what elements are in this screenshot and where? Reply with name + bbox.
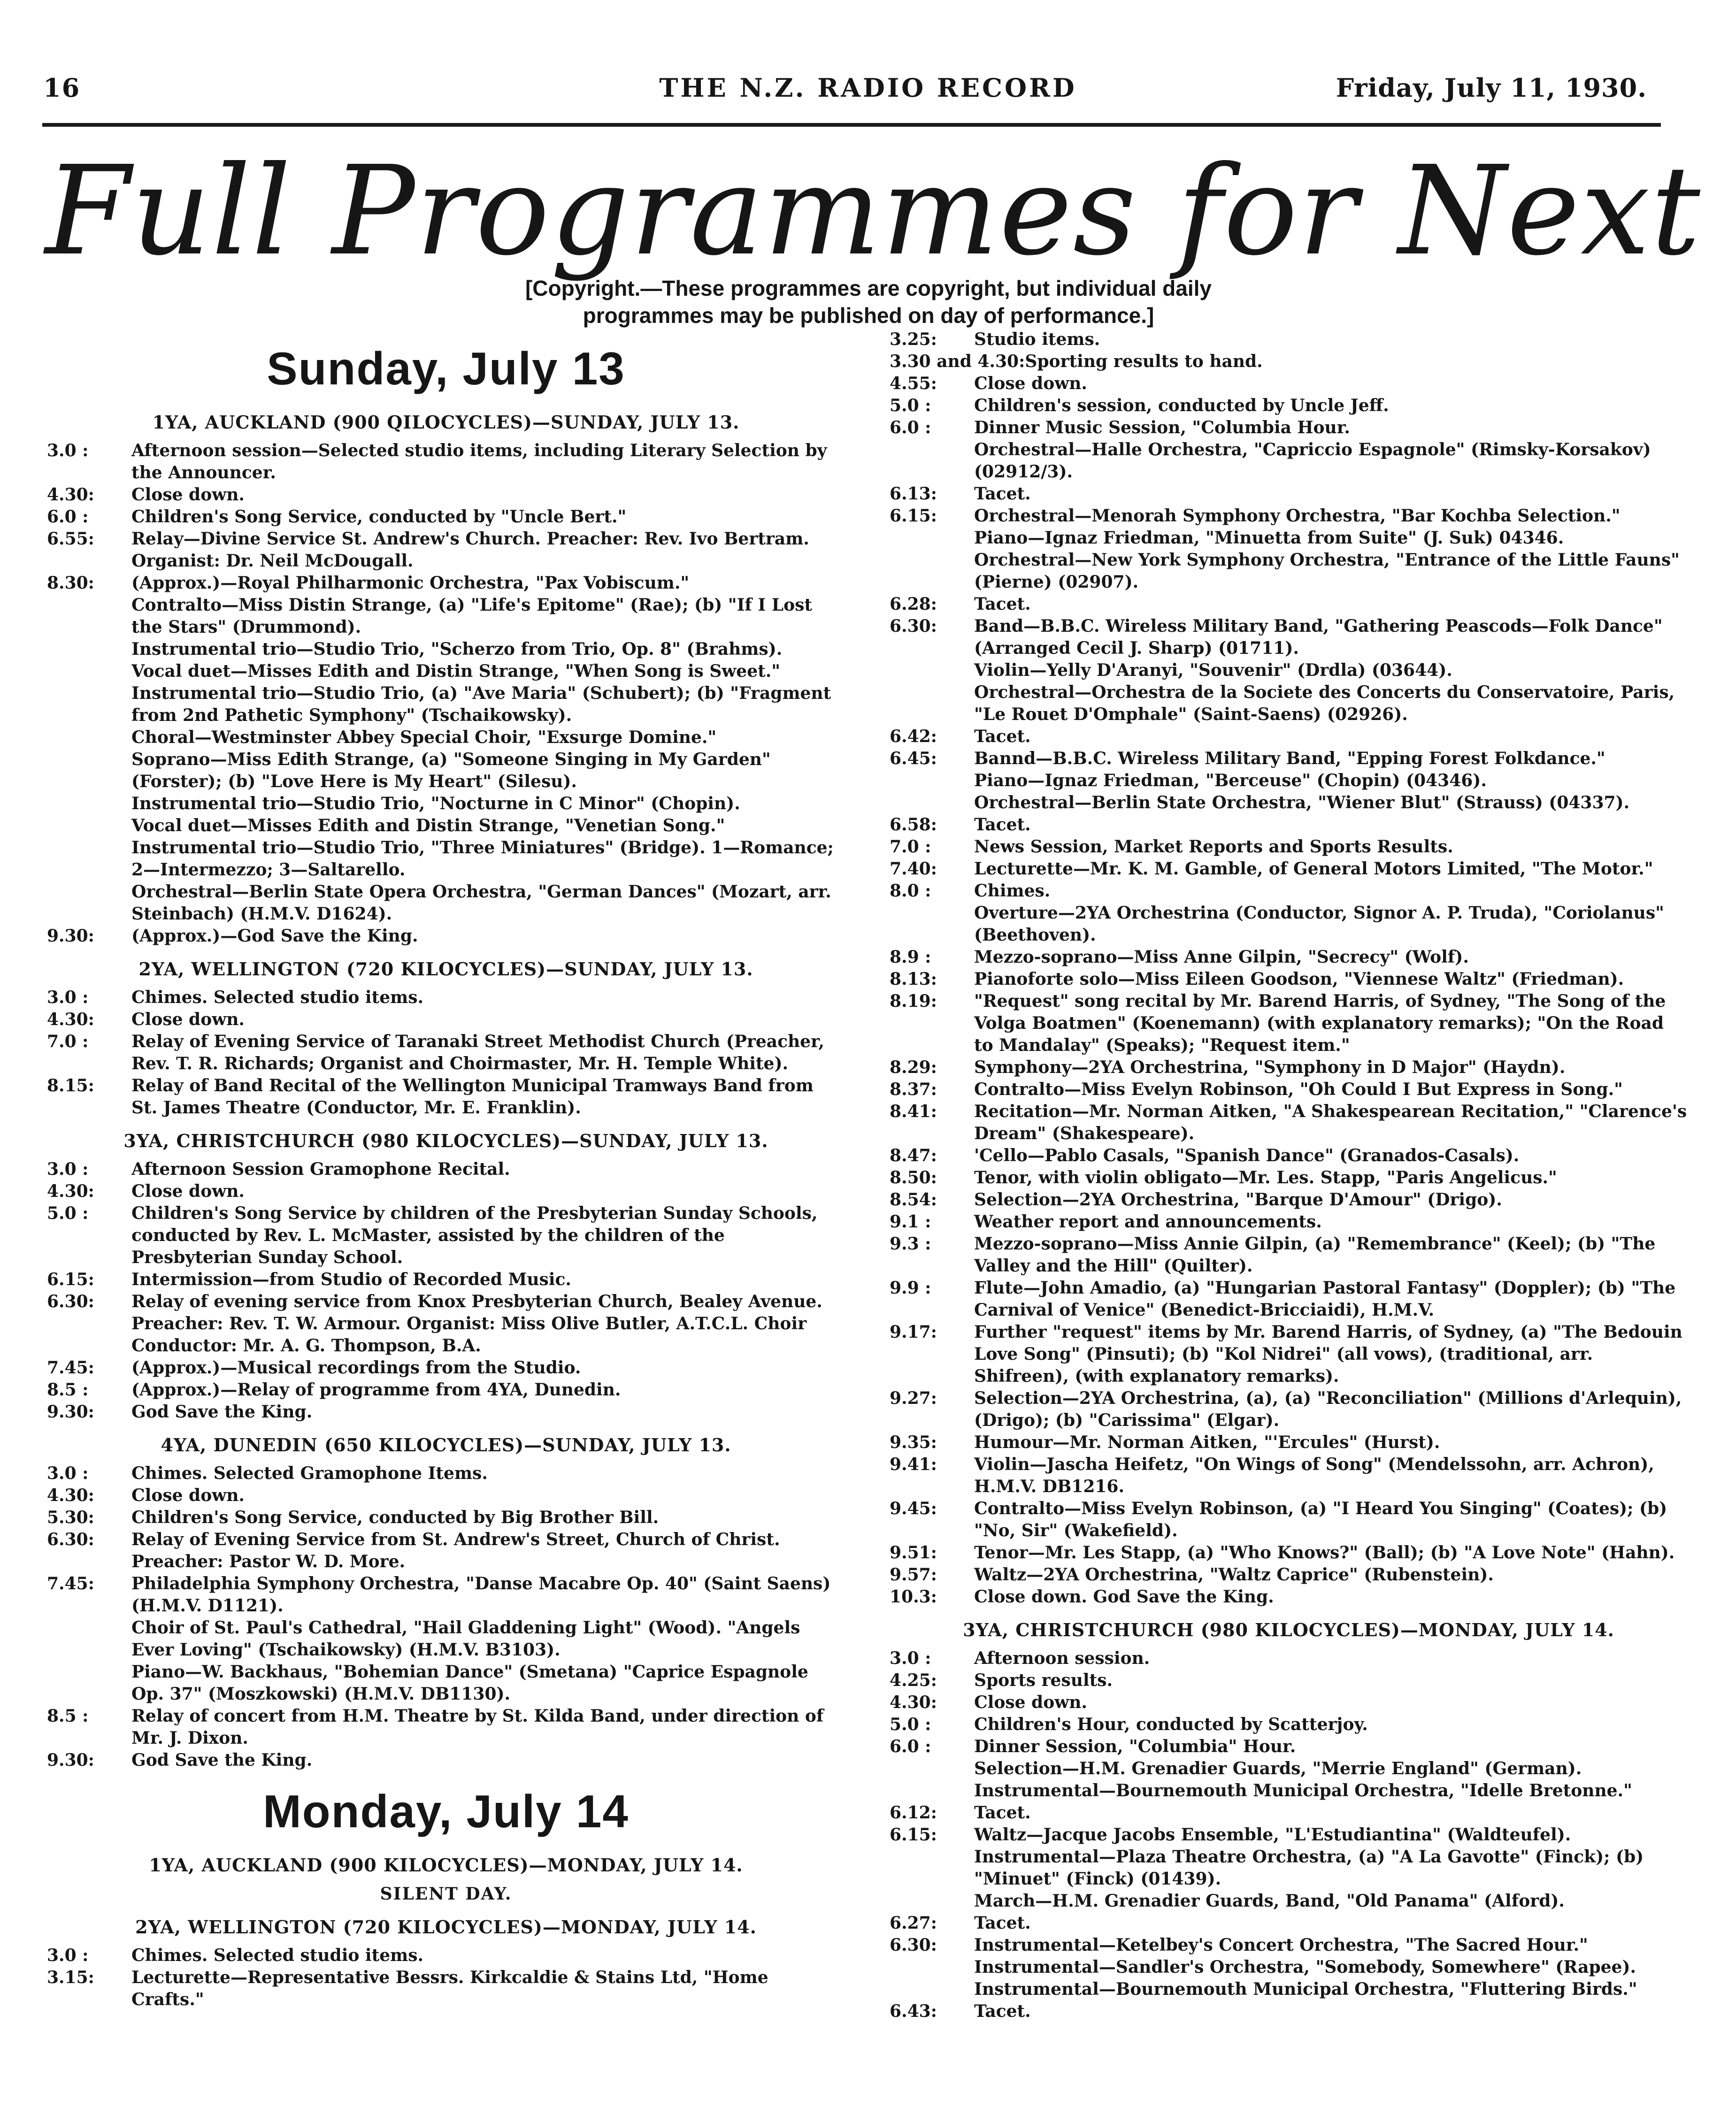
programme-entry	[47, 1203, 845, 1269]
entry-description: Relay of concert from H.M. Theatre by St. Kilda Band, under direction of Mr. J. Dixon.	[131, 1706, 824, 1748]
entry-time: 5.30:	[47, 1508, 94, 1527]
entry-time: 6.55:	[47, 529, 94, 549]
programme-entry	[890, 1432, 1688, 1454]
entry-time: 9.3 :	[890, 1234, 931, 1254]
station-note: SILENT DAY.	[380, 1884, 512, 1904]
programme-entry	[890, 1670, 1688, 1692]
programme-entry	[47, 925, 845, 947]
programme-entry	[47, 1031, 845, 1075]
programme-entry	[47, 1463, 845, 1485]
programme-entry	[890, 1802, 1688, 1824]
programme-sub-item: Instrumental trio—Studio Trio, "Scherzo from Trio, Op. 8" (Brahms).	[131, 639, 783, 659]
entry-time: 4.55:	[890, 374, 937, 393]
programme-entry	[47, 1357, 845, 1379]
entry-description: Flute—John Amadio, (a) "Hungarian Pastoral Fantasy" (Doppler); (b) "The Carnival of Venice" (Benedict-Bricciaidi), H.M.V.	[974, 1278, 1676, 1320]
entry-description: Relay of Band Recital of the Wellington Municipal Tramways Band from St. James Theatre (Conductor, Mr. E. Franklin).	[131, 1076, 814, 1118]
entry-description: Waltz—Jacque Jacobs Ensemble, "L'Estudiantina" (Waldteufel).	[974, 1825, 1571, 1845]
entry-description: Tacet.	[974, 1913, 1031, 1933]
entry-time: 4.30:	[47, 1486, 94, 1505]
programme-sub-item: Choir of St. Paul's Cathedral, "Hail Gladdening Light" (Wood). "Angels Ever Loving" (Tschaikowsky) (H.M.V. B3103).	[131, 1618, 800, 1660]
programme-entry	[890, 1057, 1688, 1079]
programme-sub-item: Instrumental—Sandler's Orchestra, "Somebody, Somewhere" (Rapee).	[974, 1957, 1636, 1977]
entry-time: 8.41:	[890, 1102, 937, 1121]
entry-time: 7.0 :	[890, 837, 931, 857]
entry-time: 9.41:	[890, 1455, 937, 1474]
programme-entry	[890, 1824, 1688, 1846]
entry-time: 8.50:	[890, 1168, 937, 1188]
entry-description: Tacet.	[974, 1803, 1031, 1823]
entry-time: 7.0 :	[47, 1032, 89, 1051]
page-title: Full Programmes for Next	[45, 139, 1702, 283]
programme-sub-item: Overture—2YA Orchestrina (Conductor, Signor A. P. Truda), "Coriolanus" (Beethoven).	[974, 903, 1664, 945]
entry-description: Relay of evening service from Knox Presbyterian Church, Bealey Avenue. Preacher: Rev. T. W. Armour. Organist: Miss Olive Butler, A.T.C.L. Choir Conductor: Mr. A. G. Thompson, B.A.	[131, 1292, 822, 1356]
programme-entry	[47, 1485, 845, 1507]
entry-description: Relay of Evening Service of Taranaki Street Methodist Church (Preacher, Rev. T. R. Richards; Organist and Choirmaster, Mr. H. Temple White).	[131, 1032, 824, 1073]
programme-sub-item: Instrumental—Bournemouth Municipal Orchestra, "Fluttering Birds."	[974, 1979, 1637, 1999]
entry-description: "Request" song recital by Mr. Barend Harris, of Sydney, "The Song of the Volga Boatmen" (Koenemann) (with explanatory remarks); "On the Road to Mandalay" (Speaks); "Request item."	[974, 991, 1666, 1055]
entry-time: 6.0 :	[890, 418, 931, 437]
programme-entry	[890, 1912, 1688, 1934]
entry-description: Sporting results to hand.	[1025, 352, 1263, 371]
entry-time: 4.30:	[47, 1010, 94, 1029]
entry-time: 9.1 :	[890, 1212, 931, 1232]
programme-sub-item: Soprano—Miss Edith Strange, (a) "Someone Singing in My Garden" (Forster); (b) "Love Here is My Heart" (Silesu).	[131, 750, 771, 791]
entry-time: 6.0 :	[47, 507, 89, 527]
entry-time: 6.15:	[890, 506, 937, 526]
entry-time: 6.30:	[890, 616, 937, 636]
entry-description: God Save the King.	[131, 1402, 313, 1422]
station-heading: 2YA, WELLINGTON (720 KILOCYCLES)—MONDAY, JULY 14.	[135, 1916, 757, 1938]
station-heading: 2YA, WELLINGTON (720 KILOCYCLES)—SUNDAY, JULY 13.	[138, 958, 753, 980]
programme-entry	[890, 1934, 1688, 1956]
entry-time: 3.25:	[890, 329, 937, 349]
programme-entry	[890, 483, 1688, 505]
entry-time: 9.9 :	[890, 1278, 931, 1298]
programme-sub-item: Orchestral—Berlin State Opera Orchestra, "German Dances" (Mozart, arr. Steinbach) (H.M.V. D1624).	[131, 882, 831, 924]
station-heading: 1YA, AUCKLAND (900 QILOCYCLES)—SUNDAY, JULY 13.	[152, 412, 740, 433]
entry-time: 8.37:	[890, 1080, 937, 1099]
entry-description: Children's Song Service, conducted by Big Brother Bill.	[131, 1508, 659, 1527]
entry-time: 9.45:	[890, 1499, 937, 1518]
entry-description: Chimes.	[974, 881, 1051, 901]
entry-description: Close down.	[974, 374, 1087, 393]
entry-description: Mezzo-soprano—Miss Annie Gilpin, (a) "Remembrance" (Keel); (b) "The Valley and the Hill" (Quilter).	[974, 1234, 1656, 1276]
programme-entry	[890, 990, 1688, 1057]
entry-time: 8.54:	[890, 1190, 937, 1210]
day-heading: Monday, July 14	[263, 1785, 629, 1837]
programme-entry	[890, 1387, 1688, 1432]
station-heading: 1YA, AUCKLAND (900 KILOCYCLES)—MONDAY, JULY 14.	[149, 1854, 743, 1876]
entry-description: Close down.	[131, 1181, 245, 1201]
entry-description: Chimes. Selected studio items.	[131, 1946, 424, 1965]
copyright-notice: [Copyright.—These programmes are copyright, but individual daily programmes may be published on day of performance.]	[525, 276, 1212, 328]
entry-time: 8.29:	[890, 1057, 937, 1077]
entry-time: 6.27:	[890, 1913, 937, 1933]
entry-time: 8.13:	[890, 969, 937, 989]
programme-entry	[890, 1101, 1688, 1145]
entry-description: Band—B.B.C. Wireless Military Band, "Gathering Peascods—Folk Dance" (Arranged Cecil J. Sharp) (01711).	[974, 616, 1663, 658]
entry-time: 3.0 :	[47, 1463, 89, 1483]
station-heading: 4YA, DUNEDIN (650 KILOCYCLES)—SUNDAY, JULY 13.	[161, 1434, 731, 1456]
left-column	[47, 329, 845, 2011]
programme-entry	[47, 1291, 845, 1357]
entry-description: Tacet.	[974, 594, 1031, 614]
station-heading: 3YA, CHRISTCHURCH (980 KILOCYCLES)—MONDAY, JULY 14.	[963, 1619, 1614, 1640]
entry-description: (Approx.)—Royal Philharmonic Orchestra, "Pax Vobiscum."	[131, 573, 690, 593]
entry-time: 10.3:	[890, 1587, 937, 1607]
entry-description: Pianoforte solo—Miss Eileen Goodson, "Viennese Waltz" (Friedman).	[974, 969, 1624, 989]
entry-description: Tenor—Mr. Les Stapp, (a) "Who Knows?" (Ball); (b) "A Love Note" (Hahn).	[974, 1543, 1675, 1563]
programme-entry	[890, 1277, 1688, 1321]
programme-entry	[890, 351, 1688, 373]
programme-sub-item: Piano—W. Backhaus, "Bohemian Dance" (Smetana) "Caprice Espagnole Op. 37" (Moszkowski) (H.M.V. DB1130).	[131, 1662, 808, 1704]
entry-time: 5.0 :	[890, 396, 931, 415]
programme-entry	[890, 968, 1688, 990]
programme-entry	[47, 1401, 845, 1423]
entry-description: Selection—2YA Orchestrina, (a), (a) "Reconciliation" (Millions d'Arlequin), (Drigo); (b) "Carissima" (Elgar).	[974, 1388, 1682, 1430]
entry-description: Tacet.	[974, 815, 1031, 835]
programme-entry	[890, 1079, 1688, 1101]
programme-entry	[47, 987, 845, 1009]
entry-description: Chimes. Selected Gramophone Items.	[131, 1463, 488, 1483]
entry-description: Sports results.	[974, 1670, 1113, 1690]
programme-entry	[890, 1321, 1688, 1387]
entry-time: 6.58:	[890, 815, 937, 835]
programme-sub-item: Piano—Ignaz Friedman, "Berceuse" (Chopin) (04346).	[974, 771, 1487, 790]
entry-time: 6.42:	[890, 727, 937, 746]
programme-entry	[47, 528, 845, 572]
programme-entry	[890, 1692, 1688, 1714]
programme-entry	[47, 484, 845, 506]
programme-entry	[47, 1379, 845, 1401]
programme-entry	[890, 329, 1688, 351]
entry-description: 'Cello—Pablo Casals, "Spanish Dance" (Granados-Casals).	[974, 1146, 1520, 1165]
entry-time: 6.45:	[890, 749, 937, 768]
programme-entry	[47, 1180, 845, 1203]
entry-description: Close down.	[131, 1010, 245, 1029]
entry-description: Instrumental—Ketelbey's Concert Orchestra, "The Sacred Hour."	[974, 1935, 1588, 1955]
programme-entry	[47, 440, 845, 484]
entry-time: 3.0 :	[47, 1159, 89, 1179]
entry-description: Tacet.	[974, 484, 1031, 504]
entry-time: 6.15:	[47, 1270, 94, 1289]
entry-time: 3.0 :	[47, 1946, 89, 1965]
entry-description: Lecturette—Representative Bessrs. Kirkcaldie & Stains Ltd, "Home Crafts."	[131, 1968, 768, 2009]
entry-description: Close down. God Save the King.	[974, 1587, 1274, 1607]
entry-time: 8.5 :	[47, 1380, 89, 1400]
right-column	[890, 329, 1688, 2023]
programme-entry	[890, 1167, 1688, 1189]
programme-entry	[890, 1211, 1688, 1233]
entry-time: 4.25:	[890, 1670, 937, 1690]
entry-time: 8.5 :	[47, 1706, 89, 1726]
programme-entry	[890, 836, 1688, 858]
programme-sub-item: Instrumental trio—Studio Trio, "Three Miniatures" (Bridge). 1—Romance; 2—Intermezzo; 3—Saltarello.	[131, 838, 834, 880]
programme-entry	[890, 505, 1688, 527]
entry-time: 6.0 :	[890, 1737, 931, 1756]
programme-sub-item: Piano—Ignaz Friedman, "Minuetta from Suite" (J. Suk) 04346.	[974, 528, 1564, 548]
entry-description: Bannd—B.B.C. Wireless Military Band, "Epping Forest Folkdance."	[974, 749, 1605, 768]
programme-entry	[47, 1945, 845, 1967]
programme-sub-item: Orchestral—Halle Orchestra, "Capriccio Espagnole" (Rimsky-Korsakov) (02912/3).	[974, 440, 1651, 482]
entry-description: Close down.	[131, 1486, 245, 1505]
entry-time: 9.30:	[47, 926, 94, 946]
entry-time: 8.47:	[890, 1146, 937, 1165]
entry-description: God Save the King.	[131, 1750, 313, 1770]
entry-time: 3.0 :	[890, 1648, 931, 1668]
entry-time: 8.15:	[47, 1076, 94, 1096]
entry-description: Humour—Mr. Norman Aitken, "'Ercules" (Hurst).	[974, 1433, 1440, 1452]
programme-entry	[47, 1158, 845, 1180]
entry-description: Children's Song Service by children of the Presbyterian Sunday Schools, conducted by Rev. L. McMaster, assisted by the children of the Presbyterian Sunday School.	[131, 1203, 818, 1267]
programme-sub-item: Orchestral—Berlin State Orchestra, "Wiener Blut" (Strauss) (04337).	[974, 793, 1630, 812]
station-heading: 3YA, CHRISTCHURCH (980 KILOCYCLES)—SUNDAY, JULY 13.	[123, 1130, 768, 1151]
entry-description: Philadelphia Symphony Orchestra, "Danse Macabre Op. 40" (Saint Saens) (H.M.V. D1121).	[131, 1574, 831, 1616]
entry-description: Tacet.	[974, 2001, 1031, 2021]
entry-time: 9.27:	[890, 1388, 937, 1408]
entry-description: Dinner Session, "Columbia" Hour.	[974, 1737, 1296, 1756]
programme-entry	[890, 1189, 1688, 1211]
entry-time: 8.30:	[47, 573, 94, 593]
programme-entry	[890, 395, 1688, 417]
programme-entry	[890, 593, 1688, 615]
entry-time: 6.30:	[47, 1292, 94, 1311]
programme-sub-item: Instrumental trio—Studio Trio, (a) "Ave Maria" (Schubert); (b) "Fragment from 2nd Pathetic Symphony" (Tschaikowsky).	[131, 683, 831, 725]
entry-description: Tenor, with violin obligato—Mr. Les. Stapp, "Paris Angelicus."	[974, 1168, 1557, 1188]
entry-description: Children's Song Service, conducted by "Uncle Bert."	[131, 507, 627, 527]
entry-time: 7.40:	[890, 859, 937, 879]
entry-description: Symphony—2YA Orchestrina, "Symphony in D Major" (Haydn).	[974, 1057, 1566, 1077]
programme-entry	[890, 726, 1688, 748]
entry-description: Mezzo-soprano—Miss Anne Gilpin, "Secrecy" (Wolf).	[974, 947, 1469, 967]
programme-sub-item: Selection—H.M. Grenadier Guards, "Merrie England" (German).	[974, 1759, 1582, 1778]
entry-description: Lecturette—Mr. K. M. Gamble, of General Motors Limited, "The Motor."	[974, 859, 1653, 879]
entry-time: 6.13:	[890, 484, 937, 504]
entry-time: 5.0 :	[890, 1715, 931, 1734]
entry-description: Relay—Divine Service St. Andrew's Church. Preacher: Rev. Ivo Bertram. Organist: Dr. Neil McDougall.	[131, 529, 809, 571]
header-rule	[42, 123, 1661, 127]
entry-time: 8.0 :	[890, 881, 931, 901]
programme-entry	[890, 748, 1688, 770]
entry-time: 9.35:	[890, 1433, 937, 1452]
publication-name: THE N.Z. RADIO RECORD	[659, 73, 1077, 103]
programme-sub-item: Vocal duet—Misses Edith and Distin Strange, "When Song is Sweet."	[131, 661, 781, 681]
entry-time: 9.30:	[47, 1750, 94, 1770]
programme-entry	[47, 1749, 845, 1771]
programme-entry	[890, 373, 1688, 395]
entry-description: Afternoon session.	[974, 1648, 1150, 1668]
entry-description: (Approx.)—Relay of programme from 4YA, Dunedin.	[131, 1380, 621, 1400]
entry-description: Recitation—Mr. Norman Aitken, "A Shakespearean Recitation," "Clarence's Dream" (Shakespeare).	[974, 1102, 1687, 1143]
entry-time: 9.30:	[47, 1402, 94, 1422]
programme-entry	[890, 1454, 1688, 1498]
entry-time: 8.19:	[890, 991, 937, 1011]
programme-entry	[890, 1736, 1688, 1758]
programme-entry	[890, 2000, 1688, 2023]
entry-description: Waltz—2YA Orchestrina, "Waltz Caprice" (Rubenstein).	[974, 1565, 1494, 1585]
programme-entry	[890, 417, 1688, 439]
entry-description: Children's Hour, conducted by Scatterjoy.	[974, 1715, 1368, 1734]
entry-description: Tacet.	[974, 727, 1031, 746]
programme-entry	[47, 1075, 845, 1119]
entry-description: Violin—Jascha Heifetz, "On Wings of Song" (Mendelssohn, arr. Achron), H.M.V. DB1216.	[974, 1455, 1654, 1496]
entry-description: Children's session, conducted by Uncle Jeff.	[974, 396, 1389, 415]
entry-time: 8.9 :	[890, 947, 931, 967]
entry-description: Intermission—from Studio of Recorded Music.	[131, 1270, 571, 1289]
issue-date: Friday, July 11, 1930.	[1336, 73, 1647, 103]
entry-time: 7.45:	[47, 1574, 94, 1594]
entry-time: 3.0 :	[47, 441, 89, 460]
programme-entry	[890, 1564, 1688, 1586]
programme-entry	[890, 1145, 1688, 1167]
programme-entry	[47, 1573, 845, 1617]
programme-sub-item: Violin—Yelly D'Aranyi, "Souvenir" (Drdla) (03644).	[974, 660, 1452, 680]
programme-sub-item: Vocal duet—Misses Edith and Distin Strange, "Venetian Song."	[131, 816, 725, 835]
day-heading: Sunday, July 13	[267, 343, 625, 394]
programme-entry	[47, 1269, 845, 1291]
programme-entry	[890, 1542, 1688, 1564]
programme-entry	[47, 572, 845, 594]
programme-entry	[890, 858, 1688, 880]
entry-description: Weather report and announcements.	[974, 1212, 1322, 1232]
page-number: 16	[43, 73, 81, 103]
programme-entry	[47, 1009, 845, 1031]
programme-entry	[890, 1586, 1688, 1608]
entry-time: 4.30:	[47, 1181, 94, 1201]
programme-sub-item: Orchestral—Orchestra de la Societe des Concerts du Conservatoire, Paris, "Le Rouet D'Omphale" (Saint-Saens) (02926).	[974, 682, 1675, 724]
programme-sub-item: Choral—Westminster Abbey Special Choir, "Exsurge Domine."	[131, 728, 717, 747]
programme-entry	[890, 615, 1688, 659]
entry-description: Close down.	[131, 485, 245, 505]
entry-description: Studio items.	[974, 329, 1100, 349]
programme-entry	[890, 1498, 1688, 1542]
programme-sub-item: Orchestral—New York Symphony Orchestra, "Entrance of the Little Fauns" (Pierne) (02907).	[974, 550, 1680, 592]
programme-entry	[47, 1529, 845, 1573]
entry-time: 6.30:	[890, 1935, 937, 1955]
entry-time: 3.0 :	[47, 988, 89, 1007]
entry-time: 4.30:	[890, 1693, 937, 1712]
entry-time: 6.28:	[890, 594, 937, 614]
entry-description: Dinner Music Session, "Columbia Hour.	[974, 418, 1350, 437]
programme-entry	[890, 880, 1688, 902]
entry-time: 6.15:	[890, 1825, 937, 1845]
programme-entry	[890, 1233, 1688, 1277]
entry-time: 5.0 :	[47, 1203, 89, 1223]
programme-entry	[47, 1967, 845, 2011]
entry-description: (Approx.)—Musical recordings from the Studio.	[131, 1358, 581, 1378]
entry-description: Contralto—Miss Evelyn Robinson, "Oh Could I But Express in Song."	[974, 1080, 1623, 1099]
programme-entry	[890, 814, 1688, 836]
entry-time: 7.45:	[47, 1358, 94, 1378]
programme-sub-item: Contralto—Miss Distin Strange, (a) "Life's Epitome" (Rae); (b) "If I Lost the Stars" (Drummond).	[131, 595, 813, 637]
entry-description: Selection—2YA Orchestrina, "Barque D'Amour" (Drigo).	[974, 1190, 1502, 1210]
entry-description: Further "request" items by Mr. Barend Harris, of Sydney, (a) "The Bedouin Love Song" (Pinsuti); (b) "Kol Nidrei" (all vows), (traditional, arr. Shifreen), (with explanatory remarks).	[974, 1322, 1682, 1386]
programme-entry	[890, 946, 1688, 968]
entry-description: Contralto—Miss Evelyn Robinson, (a) "I Heard You Singing" (Coates); (b) "No, Sir" (Wakefield).	[974, 1499, 1667, 1540]
entry-time: 4.30:	[47, 485, 94, 505]
entry-description: Afternoon session—Selected studio items, including Literary Selection by the Announcer.	[131, 441, 827, 483]
programme-entry	[47, 1507, 845, 1529]
entry-time: 6.12:	[890, 1803, 937, 1823]
entry-description: (Approx.)—God Save the King.	[131, 926, 418, 946]
entry-time: 9.51:	[890, 1543, 937, 1563]
programme-sub-item: Instrumental—Bournemouth Municipal Orchestra, "Idelle Bretonne."	[974, 1781, 1632, 1801]
programme-entry	[890, 1647, 1688, 1670]
programme-entry	[47, 506, 845, 528]
entry-description: News Session, Market Reports and Sports Results.	[974, 837, 1453, 857]
programme-entry	[47, 1705, 845, 1749]
entry-time: 9.17:	[890, 1322, 937, 1342]
programme-entry	[890, 1714, 1688, 1736]
entry-time: 3.15:	[47, 1968, 94, 1987]
programme-sub-item: Instrumental trio—Studio Trio, "Nocturne in C Minor" (Chopin).	[131, 794, 740, 813]
entry-time: 9.57:	[890, 1565, 937, 1585]
entry-description: Afternoon Session Gramophone Recital.	[131, 1159, 510, 1179]
entry-description: Chimes. Selected studio items.	[131, 988, 424, 1007]
entry-description: Orchestral—Menorah Symphony Orchestra, "Bar Kochba Selection."	[974, 506, 1621, 526]
programme-sub-item: March—H.M. Grenadier Guards, Band, "Old Panama" (Alford).	[974, 1891, 1565, 1911]
entry-time: 3.30 and 4.30:	[890, 352, 1025, 371]
programme-sub-item: Instrumental—Plaza Theatre Orchestra, (a) "A La Gavotte" (Finck); (b) "Minuet" (Finck) (01439).	[974, 1847, 1644, 1889]
entry-description: Relay of Evening Service from St. Andrew's Street, Church of Christ. Preacher: Pastor W. D. More.	[131, 1530, 780, 1571]
entry-description: Close down.	[974, 1693, 1087, 1712]
entry-time: 6.30:	[47, 1530, 94, 1549]
entry-time: 6.43:	[890, 2001, 937, 2021]
